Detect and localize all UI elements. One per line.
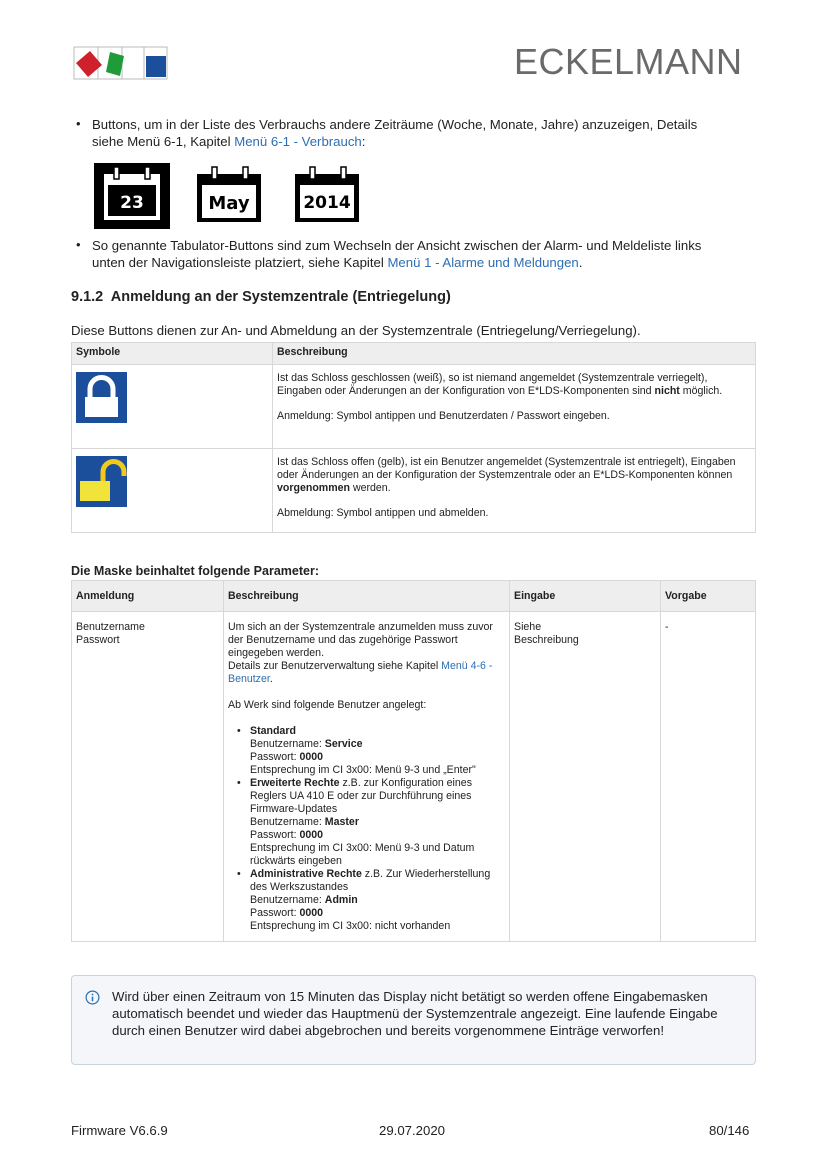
- bullet-2-line1: So genannte Tabulator-Buttons sind zum Wechseln der Ansicht zwischen der Alarm- und Meldeliste links: [92, 238, 702, 253]
- desc-details: [228, 660, 505, 686]
- link-menu-6-1[interactable]: Menü 6-1 - Verbrauch: [234, 134, 362, 149]
- list-item: [250, 868, 505, 933]
- section-intro: Diese Buttons dienen zur An- und Abmeldung an der Systemzentrale (Entriegelung/Verriegelung).: [71, 323, 641, 338]
- vorgabe-cell: -: [661, 612, 756, 942]
- footer-page: 80/146: [709, 1123, 750, 1138]
- info-note: [71, 975, 756, 1065]
- list-item: [250, 725, 505, 777]
- col-header-vorgabe: Vorgabe: [661, 581, 756, 612]
- desc-action: Abmeldung: Symbol antippen und abmelden.: [277, 507, 489, 519]
- bullet-2-line2: unten der Navigationsleiste platziert, siehe Kapitel: [92, 255, 388, 270]
- bullet-marker: •: [76, 237, 81, 252]
- desc-text: Ist das Schloss geschlossen (weiß), so ist niemand angemeldet (Systemzentrale verriegelt), Eingaben oder Änderungen an der Konfiguration von E*LDS-Komponenten sind: [277, 372, 708, 397]
- bullet-1-line2: siehe Menü 6-1, Kapitel: [92, 134, 235, 149]
- calendar-month-label: May: [208, 193, 250, 214]
- calendar-day-icon: [94, 163, 170, 229]
- calendar-year-label: 2014: [303, 193, 351, 213]
- user-password: 0000: [299, 751, 324, 763]
- lock-open-icon[interactable]: [76, 456, 127, 507]
- param-benutzername: Benutzername: [76, 621, 145, 633]
- parameter-table: [71, 580, 756, 942]
- eingabe-text: Beschreibung: [514, 634, 579, 646]
- user-title: Erweiterte Rechte: [250, 777, 340, 789]
- table-row: [72, 365, 756, 449]
- symbol-cell: [72, 365, 273, 449]
- eingabe-cell: [510, 612, 661, 942]
- desc-action: Anmeldung: Symbol antippen und Benutzerdaten / Passwort eingeben.: [277, 410, 610, 422]
- calendar-day-label: 23: [120, 193, 144, 213]
- user-title: Administrative Rechte: [250, 868, 362, 880]
- col-header-symbole: Symbole: [72, 343, 273, 365]
- desc-text: möglich.: [679, 385, 723, 397]
- desc-users-intro: Ab Werk sind folgende Benutzer angelegt:: [228, 699, 427, 711]
- bullet-text-1: [92, 116, 752, 150]
- user-label: Benutzername:: [250, 816, 325, 828]
- desc-text: Ist das Schloss offen (gelb), ist ein Benutzer angemeldet (Systemzentrale ist entriegelt), Eingaben oder Änderungen an der Konfiguration der Systemzentrale oder an E*LDS-Komponenten können: [277, 456, 736, 481]
- calendar-year-icon: [290, 163, 366, 229]
- user-name: Admin: [324, 894, 358, 906]
- description-cell: [273, 449, 756, 533]
- col-header-beschreibung: Beschreibung: [273, 343, 756, 365]
- desc-text: werden.: [350, 482, 391, 494]
- desc-emphasis: nicht: [654, 385, 680, 397]
- user-title: Standard: [250, 725, 296, 737]
- list-item: [250, 777, 505, 868]
- desc-details-suffix: .: [269, 673, 273, 685]
- info-icon: [85, 990, 100, 1005]
- table-row: [72, 612, 756, 942]
- user-label: Benutzername:: [250, 738, 325, 750]
- pass-label: Passwort:: [250, 829, 300, 841]
- eingabe-text: Siehe: [514, 621, 542, 633]
- user-name: Master: [324, 816, 359, 828]
- table-header-row: [72, 581, 756, 612]
- link-menu-4-6[interactable]: Menü 4-6 - Benutzer: [228, 660, 493, 685]
- desc-emphasis: vorgenommen: [277, 482, 350, 494]
- note-text: Wird über einen Zeitraum von 15 Minuten das Display nicht betätigt so werden offene Eingabemasken automatisch beendet und wieder das Hauptmenü der Systemzentrale angezeigt. Eine laufende Eingabe durch einen Benutzer wird dabei abgebrochen und bereits vorgenommene Einträge verworfen!: [112, 989, 718, 1038]
- footer-firmware: Firmware V6.6.9: [71, 1123, 168, 1138]
- table-row: [72, 449, 756, 533]
- user-ci-equivalent: Entsprechung im CI 3x00: Menü 9-3 und „Enter": [250, 764, 476, 776]
- bullet-text-2: [92, 237, 752, 271]
- section-heading: [71, 289, 451, 305]
- user-password: 0000: [299, 907, 324, 919]
- calendar-month-icon: [192, 163, 268, 229]
- user-name: Service: [324, 738, 363, 750]
- link-menu-1[interactable]: Menü 1 - Alarme und Meldungen: [387, 255, 579, 270]
- description-cell: [273, 365, 756, 449]
- user-extra: z.B. Zur Wiederherstellung des Werkszustandes: [250, 868, 491, 893]
- bullet-1-suffix: :: [361, 134, 366, 149]
- symbol-cell: [72, 449, 273, 533]
- desc-details-text: Details zur Benutzerverwaltung siehe Kapitel: [228, 660, 442, 672]
- user-list: [228, 725, 505, 933]
- desc-intro: Um sich an der Systemzentrale anzumelden muss zuvor der Benutzername und das zugehörige Passwort eingegeben werden.: [228, 621, 493, 659]
- user-label: Benutzername:: [250, 894, 325, 906]
- user-password: 0000: [299, 829, 324, 841]
- user-extra: z.B. zur Konfiguration eines Reglers UA 410 E oder zur Durchführung eines Firmware-Updates: [250, 777, 472, 815]
- col-header-anmeldung: Anmeldung: [72, 581, 224, 612]
- user-ci-equivalent: Entsprechung im CI 3x00: Menü 9-3 und Datum rückwärts eingeben: [250, 842, 475, 867]
- section-number: 9.1.2: [71, 289, 104, 305]
- footer-date: 29.07.2020: [379, 1123, 446, 1138]
- beschreibung-cell: [224, 612, 510, 942]
- bullet-1-line1: Buttons, um in der Liste des Verbrauchs andere Zeiträume (Woche, Monate, Jahre) anzuzeigen, Details: [92, 117, 698, 132]
- bullet-marker: •: [76, 116, 81, 131]
- col-header-beschreibung: Beschreibung: [224, 581, 510, 612]
- symbol-table: [71, 342, 756, 533]
- brand-logo-text: ECKELMANN: [514, 41, 743, 82]
- lock-closed-icon[interactable]: [76, 372, 127, 423]
- pass-label: Passwort:: [250, 751, 300, 763]
- user-ci-equivalent: Entsprechung im CI 3x00: nicht vorhanden: [250, 920, 451, 932]
- col-header-eingabe: Eingabe: [510, 581, 661, 612]
- table-header-row: [72, 343, 756, 365]
- param-passwort: Passwort: [76, 634, 120, 646]
- anmeldung-cell: [72, 612, 224, 942]
- mask-title: Die Maske beinhaltet folgende Parameter:: [71, 564, 319, 578]
- eckelmann-logo-squares: [73, 46, 168, 80]
- pass-label: Passwort:: [250, 907, 300, 919]
- bullet-2-suffix: .: [578, 255, 583, 270]
- section-title: Anmeldung an der Systemzentrale (Entriegelung): [110, 289, 451, 305]
